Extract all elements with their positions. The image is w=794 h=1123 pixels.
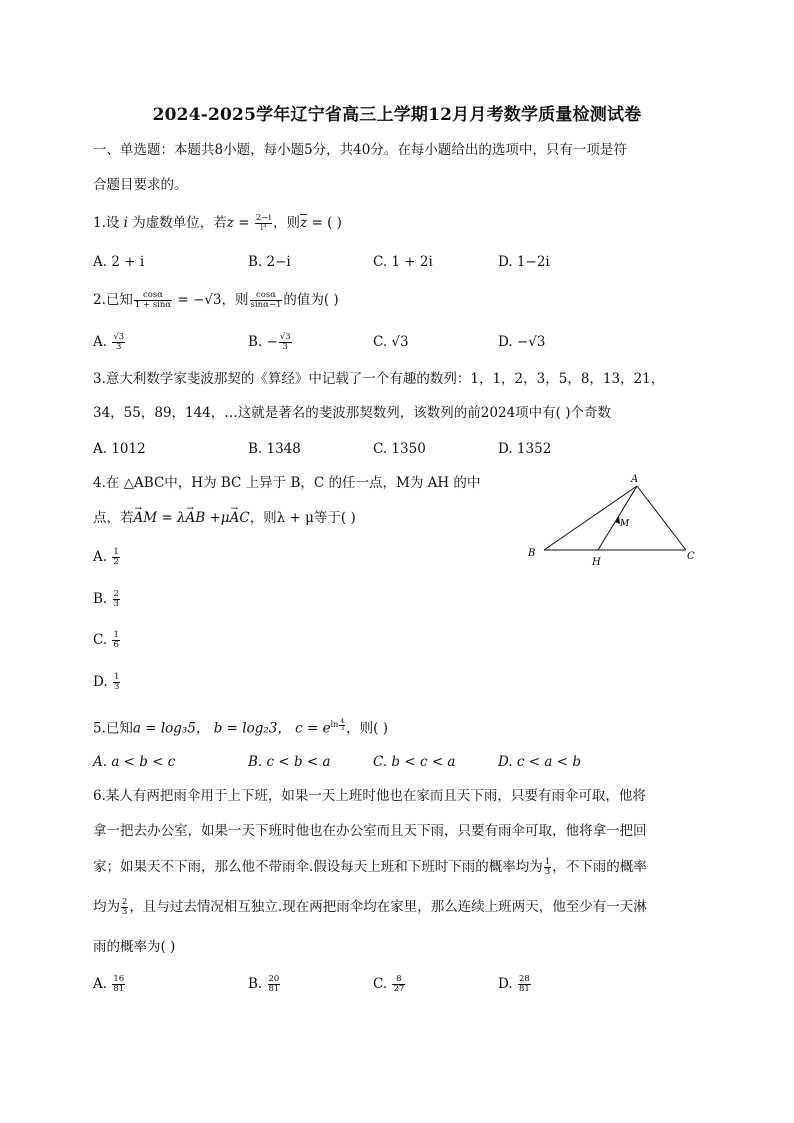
q6-l4-den: 3 [122, 907, 128, 917]
q2-option-c[interactable]: C. √3 [373, 334, 409, 350]
q3-option-c[interactable]: C. 1350 [373, 441, 426, 457]
q5-exp-fraction [339, 719, 345, 732]
question-6-line-1: 6.某人有两把雨伞用于上下班，如果一天上班时他也在家而且天下雨，只要有雨伞可取，他将 [93, 788, 646, 804]
q6-c-label: C. [373, 976, 388, 992]
q4-option-d[interactable] [93, 673, 121, 692]
question-6-line-3 [93, 858, 647, 877]
q1-mid: 为虚数单位，若 [128, 215, 227, 231]
question-6-line-5: 雨的概率为( ) [93, 939, 176, 955]
question-4-line-1: 4.在 △ABC中，H为 BC 上异于 B，C 的任一点，M为 AH 的中 [93, 475, 481, 491]
q2-fraction-1 [134, 291, 172, 310]
q4-b-fraction [113, 590, 120, 609]
q6-option-d[interactable] [498, 975, 532, 994]
q4-option-c[interactable] [93, 631, 121, 650]
q4-l2-c: = λ [157, 510, 186, 526]
q2-denominator-2: sinα−1 [250, 300, 282, 310]
q1-tail: = ( ) [307, 215, 342, 231]
q1-z-eq: z = [226, 215, 254, 231]
q1-prefix: 1.设 [93, 215, 124, 231]
q4-c-label: C. [93, 632, 108, 648]
q2-option-b[interactable] [248, 333, 293, 352]
section-heading-line-1: 一、单选题：本题共8小题，每小题5分，共40分。在每小题给出的选项中，只有一项是符 [93, 142, 627, 158]
q2-option-d[interactable]: D. −√3 [498, 334, 546, 350]
segment-ac [637, 486, 686, 550]
q2-a-label: A. [93, 334, 108, 350]
q6-d-label: D. [498, 976, 513, 992]
q2-numerator-1: cosα [134, 291, 172, 301]
q5-prefix: 5.已知 [93, 720, 133, 737]
q4-l2-g: ，则λ + μ等于( ) [249, 510, 356, 526]
q4-b-den: 3 [113, 599, 119, 609]
q4-a-label: A. [93, 549, 108, 565]
label-h: H [592, 557, 601, 568]
q6-l3-b: ，不下雨的概率 [552, 859, 647, 875]
q1-option-b[interactable]: B. 2−i [248, 254, 291, 270]
q5-c: c = e [295, 720, 331, 737]
label-a: A [631, 474, 639, 485]
q6-d-num: 28 [518, 974, 530, 984]
q6-option-b[interactable] [248, 975, 281, 994]
q1-zbar: $\overline{z}$ [300, 215, 308, 231]
q6-d-fraction [518, 975, 531, 994]
q6-option-a[interactable] [93, 975, 126, 994]
q6-a-num: 16 [113, 974, 125, 984]
q2-b-fraction [279, 333, 292, 352]
q6-l3-a: 家；如果天不下雨，那么他不带雨伞.假设每天上班和下班时下雨的概率均为 [93, 859, 543, 875]
segment-ab [544, 486, 637, 550]
q5-option-c[interactable]: C. b < c < a [373, 754, 456, 770]
q4-a-den: 2 [113, 557, 119, 567]
q2-b-num: √3 [279, 332, 291, 342]
q4-vec-am: → AM [134, 509, 158, 527]
q6-c-num: 8 [392, 975, 405, 985]
label-m: M [620, 519, 630, 529]
triangle-figure [520, 468, 700, 572]
question-1-stem [93, 214, 342, 233]
q6-a-den: 81 [113, 984, 125, 994]
q2-b-den: 3 [282, 342, 288, 352]
q1-option-a[interactable]: A. 2 + i [93, 254, 145, 270]
q6-l4-a: 均为 [93, 899, 120, 915]
label-c: C [687, 551, 695, 562]
q4-d-num: 1 [113, 672, 120, 682]
question-2-stem [93, 291, 339, 310]
q4-option-a[interactable] [93, 548, 121, 567]
q5-option-a[interactable]: A. a < b < c [93, 754, 176, 770]
q3-option-b[interactable]: B. 1348 [248, 441, 301, 457]
q6-l3-fraction [544, 858, 551, 877]
q2-option-a[interactable] [93, 333, 126, 352]
q3-option-a[interactable]: A. 1012 [93, 441, 146, 457]
q4-c-den: 6 [113, 640, 119, 650]
q4-l2-a: 点，若 [93, 510, 134, 526]
q6-l4-num: 2 [122, 897, 128, 907]
label-b: B [528, 548, 536, 559]
q3-option-d[interactable]: D. 1352 [498, 441, 552, 457]
q4-d-den: 3 [113, 682, 120, 692]
question-5-stem [93, 716, 388, 738]
q4-b-label: B. [93, 591, 108, 607]
q6-c-fraction [392, 975, 405, 994]
q1-then: ，则 [273, 215, 301, 231]
q5-option-b[interactable]: B. c < b < a [248, 754, 331, 770]
q2-a-fraction [112, 333, 125, 352]
q4-vec-ac: → AC [230, 509, 250, 527]
q5-exp-num: 4 [340, 717, 345, 725]
q6-l4-fraction [121, 898, 128, 917]
q2-tail: 的值为( ) [283, 292, 339, 308]
q1-numerator: 2−i [255, 213, 272, 223]
q1-option-c[interactable]: C. 1 + 2i [373, 254, 433, 270]
q2-eq: = −√3，则 [173, 292, 249, 308]
question-3-line-1: 3.意大利数学家斐波那契的《算经》中记载了一个有趣的数列：1，1，2，3，5，8，13，21， [93, 371, 665, 387]
question-3-line-2: 34，55，89，144，…这就是著名的斐波那契数列，该数列的前2024项中有( )个奇数 [93, 405, 611, 421]
q6-c-den: 27 [393, 984, 405, 994]
q4-d-fraction [113, 673, 120, 692]
q1-i: i [123, 215, 128, 231]
q5-tail: ，则( ) [346, 720, 388, 737]
question-6-line-4 [93, 898, 647, 917]
q1-denominator: i³ [260, 223, 267, 233]
q6-option-c[interactable] [373, 975, 406, 994]
q6-d-den: 81 [518, 984, 530, 994]
q4-b-num: 2 [113, 589, 119, 599]
q2-denominator-1: 1 + sinα [134, 300, 172, 310]
q6-b-fraction [268, 975, 281, 994]
q5-b: b = log₂3， [213, 720, 291, 737]
page-title: 2024-2025学年辽宁省高三上学期12月月考数学质量检测试卷 [152, 105, 642, 125]
q4-vec-ab: → AB [186, 509, 206, 527]
q5-exponent [330, 717, 347, 732]
q2-a-den: 3 [116, 342, 122, 352]
q2-fraction-2 [250, 291, 283, 310]
q4-d-label: D. [93, 674, 108, 690]
q2-a-num: √3 [113, 332, 125, 342]
q6-l3-num: 1 [544, 857, 551, 867]
q4-option-b[interactable] [93, 590, 121, 609]
q2-b-label: B. − [248, 334, 278, 350]
q1-fraction [255, 214, 272, 233]
q5-option-d[interactable]: D. c < a < b [498, 754, 581, 770]
q5-exp-ln: ln [330, 720, 339, 729]
segment-ah [598, 486, 637, 550]
q4-a-num: 1 [113, 547, 119, 557]
q4-l2-e: +μ [205, 510, 230, 526]
q6-b-num: 20 [268, 974, 280, 984]
question-4-line-2 [93, 509, 356, 527]
q5-exp-den: 3 [340, 724, 345, 732]
q1-option-d[interactable]: D. 1−2i [498, 254, 550, 270]
q6-a-fraction [112, 975, 125, 994]
q4-c-num: 1 [113, 630, 119, 640]
q6-l4-b: ，且与过去情况相互独立.现在两把雨伞均在家里，那么连续上班两天，他至少有一天淋 [129, 899, 647, 915]
q2-numerator-2: cosα [250, 291, 283, 301]
q6-l3-den: 3 [544, 867, 551, 877]
q6-a-label: A. [93, 976, 108, 992]
q4-a-fraction [112, 548, 119, 567]
question-6-line-2: 拿一把去办公室，如果一天下班时他也在办公室而且天下雨，只要有雨伞可取，他将拿一把回 [93, 823, 647, 839]
q2-prefix: 2.已知 [93, 292, 133, 308]
q5-a: a = log₃5， [132, 720, 210, 737]
q6-b-den: 81 [268, 984, 280, 994]
q4-c-fraction [112, 631, 119, 650]
section-heading-line-2: 合题目要求的。 [93, 177, 188, 193]
q6-b-label: B. [248, 976, 263, 992]
